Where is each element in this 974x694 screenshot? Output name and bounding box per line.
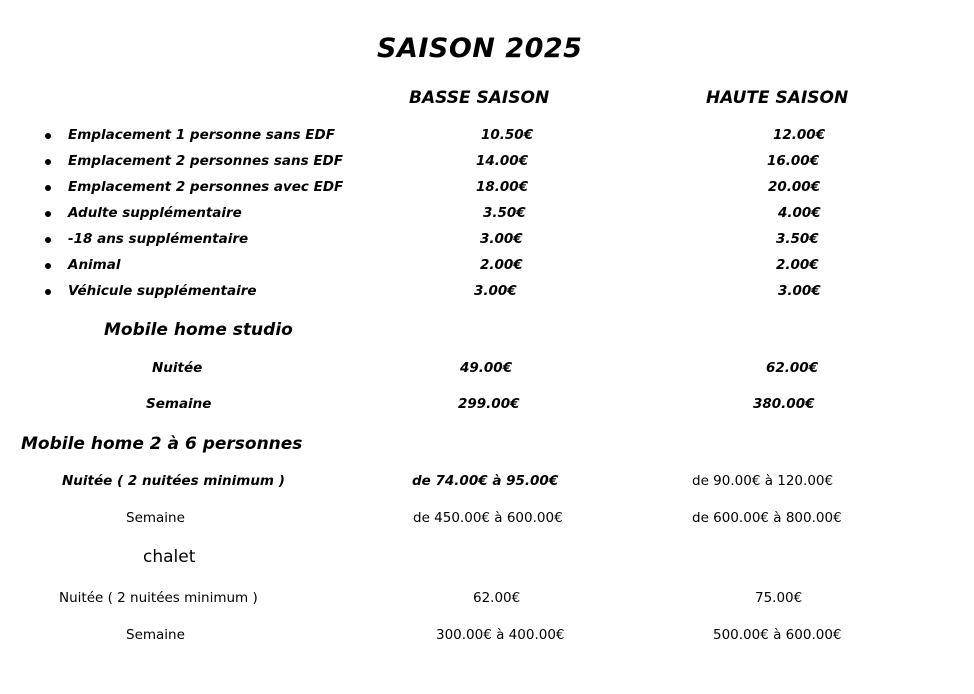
section-title: Mobile home 2 à 6 personnes [21,434,303,454]
item-price-high: 4.00€ [778,205,821,221]
price-low: 62.00€ [473,590,521,606]
price-low: 299.00€ [458,396,520,412]
row-label-nuitee: Nuitée ( 2 nuitées minimum ) [62,473,285,489]
bullet-icon [45,159,51,165]
item-price-low: 3.00€ [474,283,517,299]
price-low: de 450.00€ à 600.00€ [413,510,563,526]
row-label-semaine: Semaine [126,627,185,643]
price-high: 500.00€ à 600.00€ [713,627,842,643]
column-header-basse-saison: BASSE SAISON [409,88,550,108]
item-label: Animal [68,257,121,273]
row-label-nuitee: Nuitée [152,360,203,376]
row-label-nuitee: Nuitée ( 2 nuitées minimum ) [59,590,258,606]
item-price-high: 2.00€ [776,257,819,273]
column-header-haute-saison: HAUTE SAISON [706,88,849,108]
page-title: SAISON 2025 [377,33,583,64]
item-label: Véhicule supplémentaire [68,283,257,299]
section-title: Mobile home studio [104,320,293,340]
price-high: 75.00€ [755,590,803,606]
price-high: de 600.00€ à 800.00€ [692,510,842,526]
item-price-high: 12.00€ [773,127,826,143]
bullet-icon [45,237,51,243]
section-title: chalet [143,547,196,567]
price-high: 380.00€ [753,396,815,412]
bullet-icon [45,185,51,191]
row-label-semaine: Semaine [146,396,212,412]
bullet-icon [45,133,51,139]
item-label: Adulte supplémentaire [68,205,242,221]
item-price-high: 3.00€ [778,283,821,299]
item-label: Emplacement 2 personnes sans EDF [68,153,343,169]
price-high: 62.00€ [766,360,819,376]
bullet-icon [45,289,51,295]
item-label: Emplacement 1 personne sans EDF [68,127,335,143]
item-price-high: 20.00€ [768,179,821,195]
price-low: 49.00€ [460,360,513,376]
price-low: 300.00€ à 400.00€ [436,627,565,643]
bullet-icon [45,211,51,217]
item-price-high: 16.00€ [767,153,820,169]
item-price-low: 3.50€ [483,205,526,221]
price-high: de 90.00€ à 120.00€ [692,473,834,489]
item-price-low: 18.00€ [476,179,529,195]
item-label: -18 ans supplémentaire [68,231,249,247]
item-price-high: 3.50€ [776,231,819,247]
item-price-low: 3.00€ [480,231,523,247]
row-label-semaine: Semaine [126,510,185,526]
bullet-icon [45,263,51,269]
item-price-low: 2.00€ [480,257,523,273]
price-low: de 74.00€ à 95.00€ [412,473,559,489]
item-label: Emplacement 2 personnes avec EDF [68,179,344,195]
item-price-low: 14.00€ [476,153,529,169]
item-price-low: 10.50€ [481,127,534,143]
